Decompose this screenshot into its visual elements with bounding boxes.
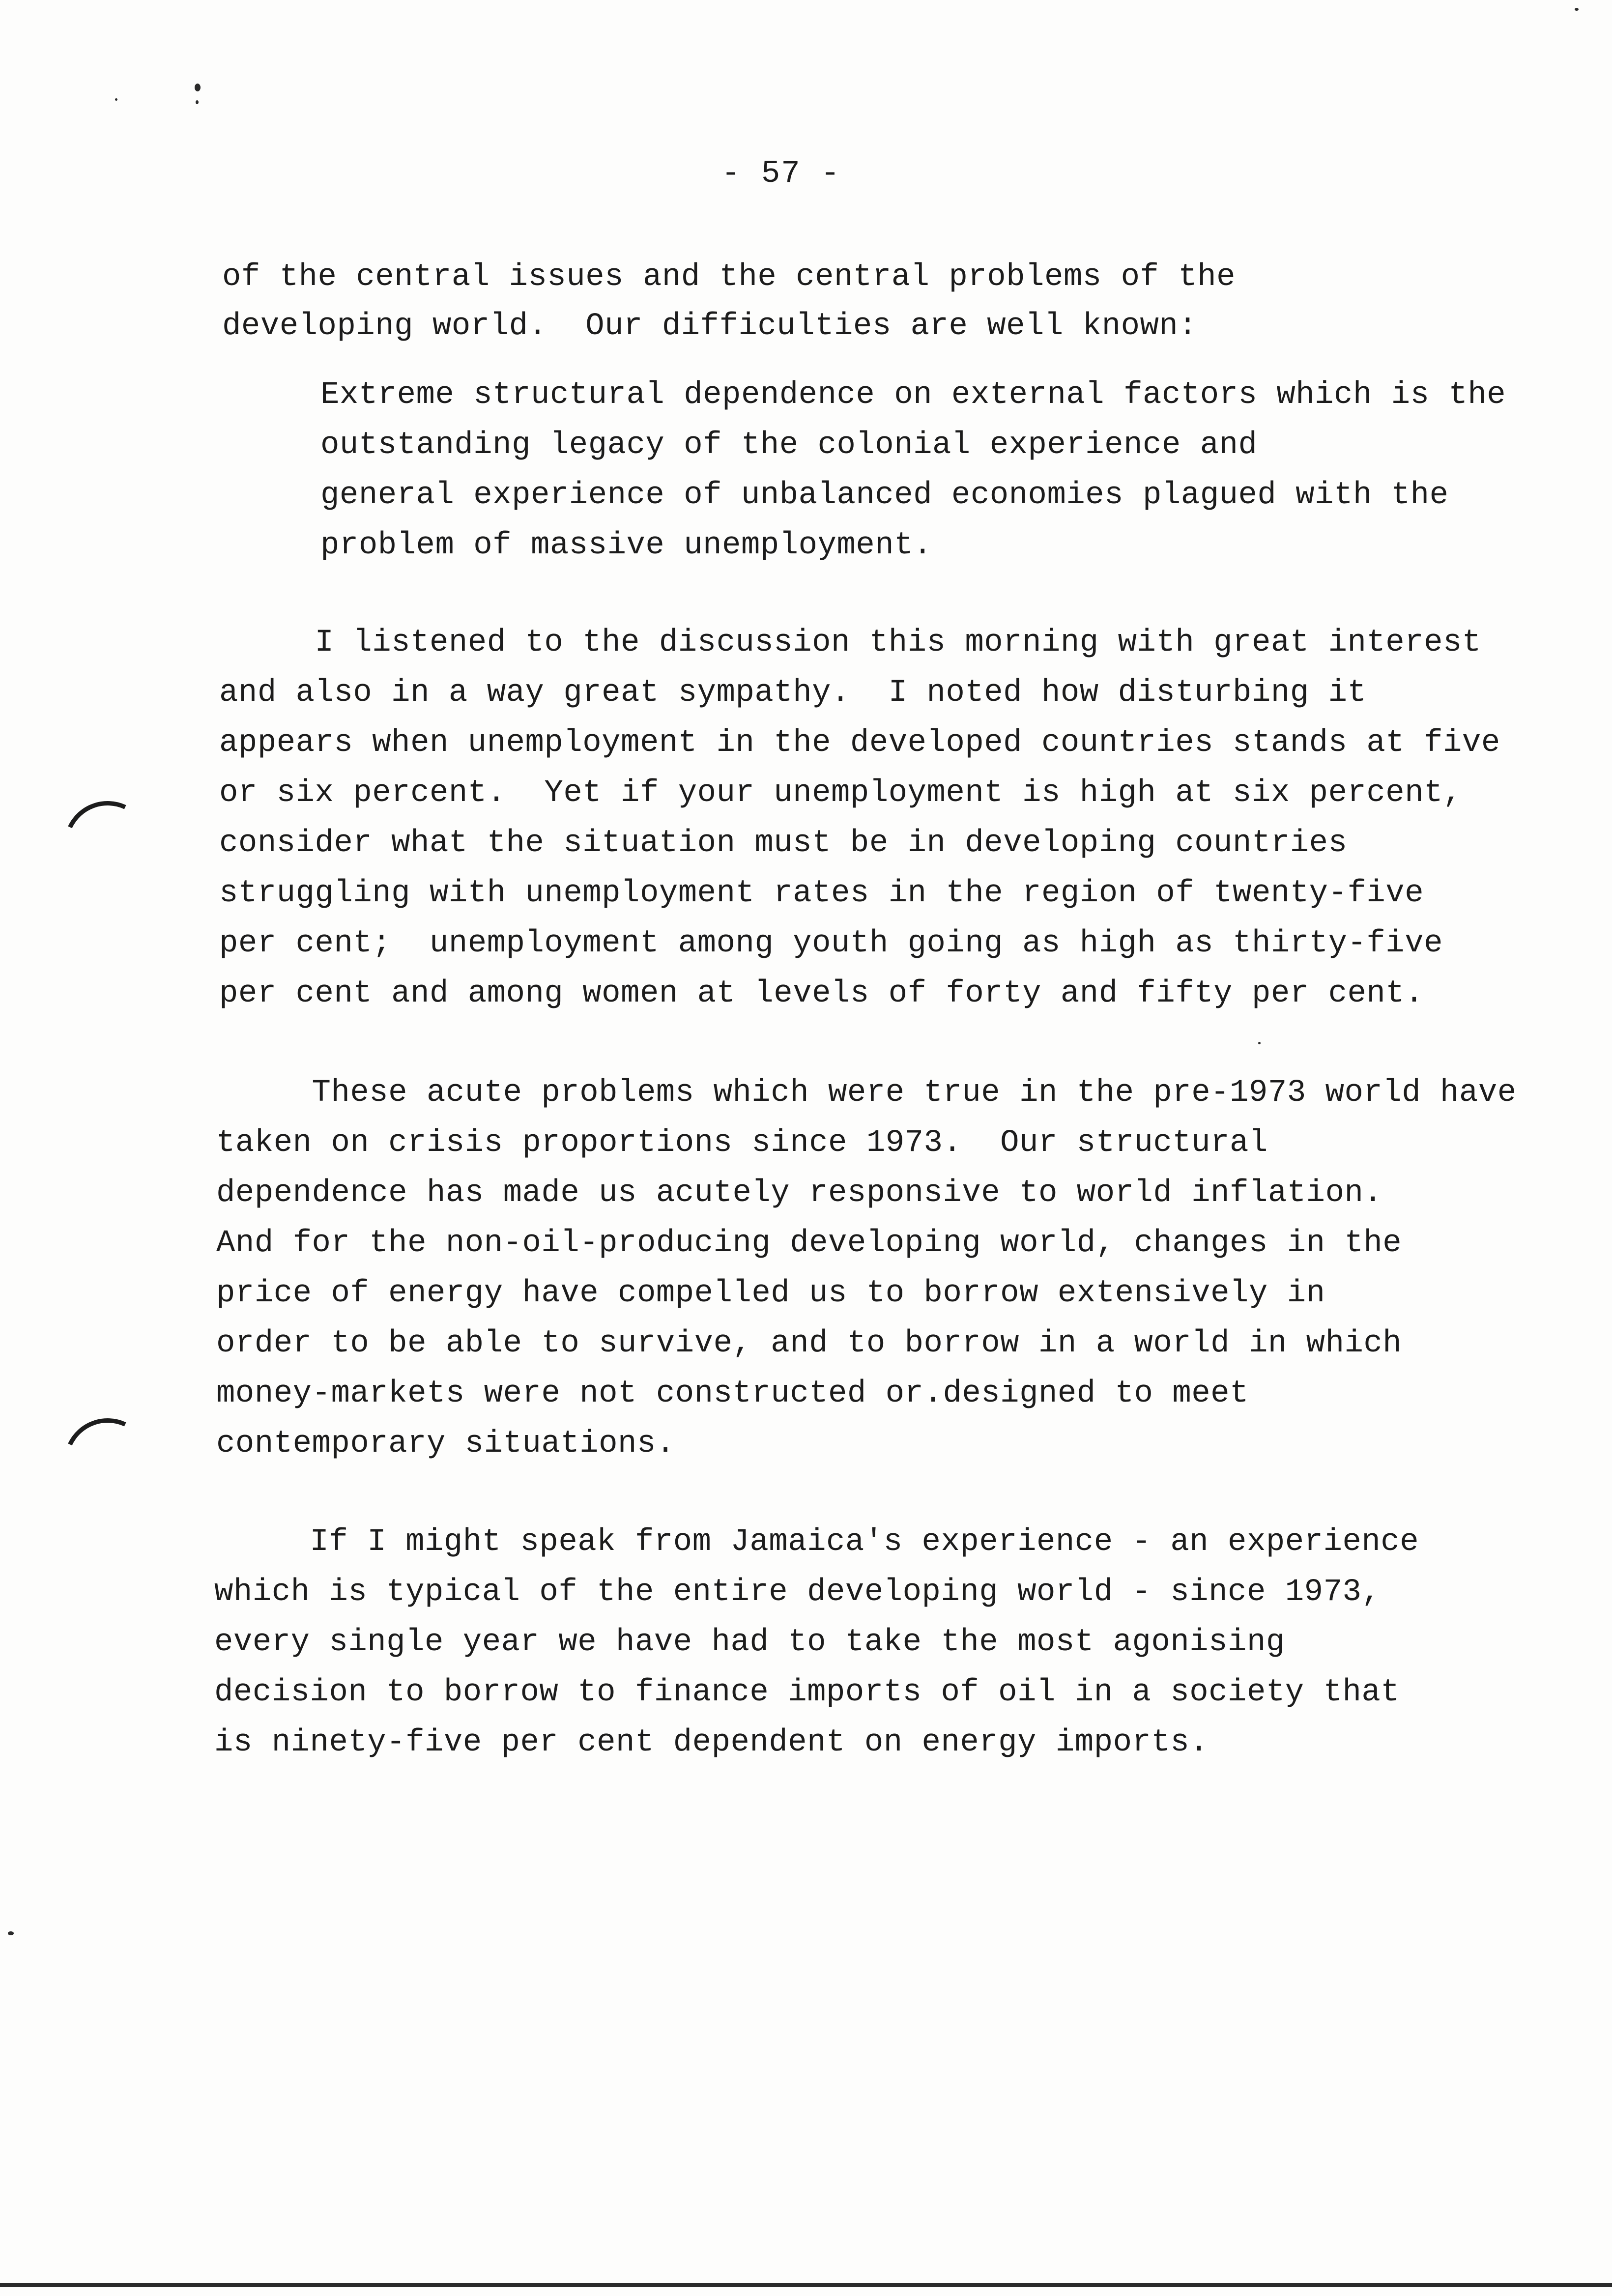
scan-speck <box>8 1931 14 1935</box>
text-line: developing world. Our difficulties are well known: <box>222 309 1198 344</box>
text-line: every single year we have had to take the most agonising <box>214 1625 1285 1660</box>
text-line: general experience of unbalanced economies plagued with the <box>320 478 1449 513</box>
scan-speck <box>195 84 201 91</box>
text-line: And for the non-oil-producing developing world, changes in the <box>216 1226 1402 1261</box>
text-line: struggling with unemployment rates in the region of twenty-five <box>219 876 1424 911</box>
punch-hole-mark <box>52 789 164 901</box>
text-line: order to be able to survive, and to borrow in a world in which <box>216 1326 1402 1361</box>
text-line: money-markets were not constructed or.designed to meet <box>216 1376 1249 1411</box>
text-line: price of energy have compelled us to borrow extensively in <box>216 1276 1325 1311</box>
text-line: Extreme structural dependence on external factors which is the <box>320 377 1506 413</box>
text-line: dependence has made us acutely responsive to world inflation. <box>216 1176 1383 1211</box>
text-line: and also in a way great sympathy. I noted how disturbing it <box>219 675 1367 711</box>
scan-speck <box>1258 1042 1261 1044</box>
text-line: is ninety-five per cent dependent on energy imports. <box>214 1725 1209 1760</box>
scan-speck <box>196 100 199 104</box>
text-line: I listened to the discussion this morning with great interest <box>219 625 1481 660</box>
punch-hole-mark <box>52 1406 164 1518</box>
text-line: These acute problems which were true in the pre-1973 world have <box>216 1075 1517 1111</box>
text-line: If I might speak from Jamaica's experience - an experience <box>214 1524 1419 1560</box>
text-line: outstanding legacy of the colonial experience and <box>320 428 1258 463</box>
scan-speck <box>1575 8 1579 11</box>
text-line: of the central issues and the central problems of the <box>222 259 1236 295</box>
scan-speck <box>115 98 117 101</box>
text-line: taken on crisis proportions since 1973. Our structural <box>216 1125 1268 1161</box>
text-line: consider what the situation must be in developing countries <box>219 826 1348 861</box>
bottom-edge-rule <box>0 2283 1612 2287</box>
text-line: problem of massive unemployment. <box>320 528 932 563</box>
text-line: or six percent. Yet if your unemployment is high at six percent, <box>219 775 1462 811</box>
text-line: appears when unemployment in the developed countries stands at five <box>219 725 1500 761</box>
text-line: decision to borrow to finance imports of oil in a society that <box>214 1675 1400 1710</box>
text-line: per cent and among women at levels of forty and fifty per cent. <box>219 976 1424 1011</box>
text-line: per cent; unemployment among youth going as high as thirty-five <box>219 926 1443 961</box>
text-line: contemporary situations. <box>216 1426 675 1462</box>
text-line: which is typical of the entire developing world - since 1973, <box>214 1575 1381 1610</box>
page-number: - 57 - <box>721 156 841 192</box>
